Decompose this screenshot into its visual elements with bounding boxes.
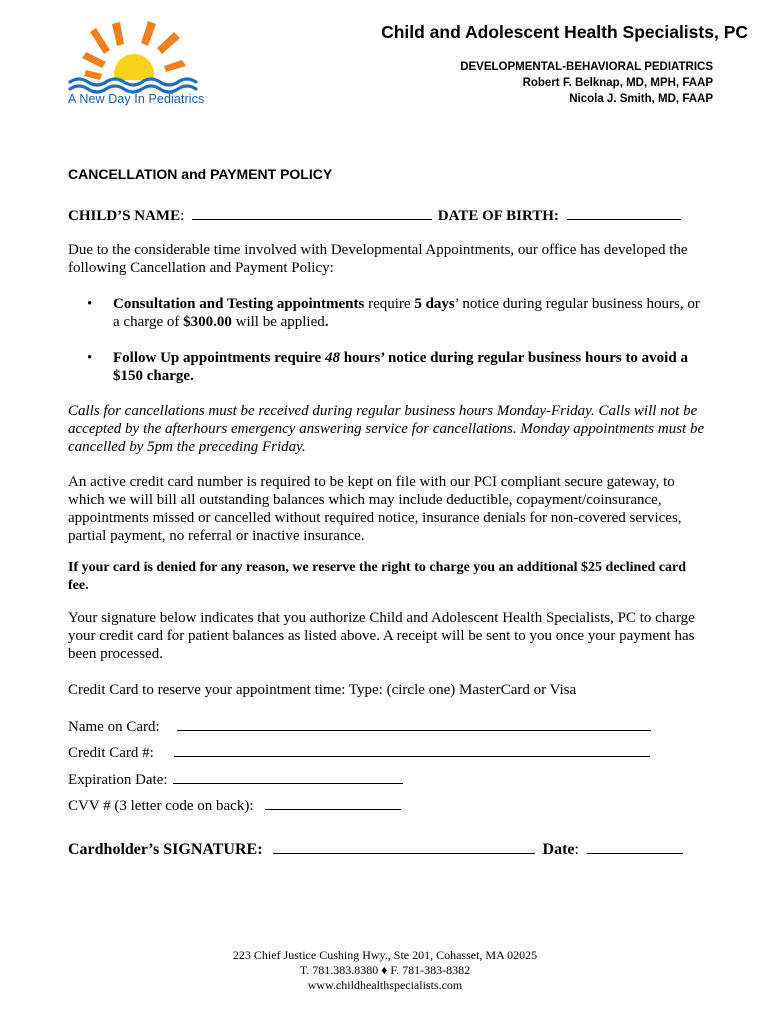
declined-note-text: If your card is denied for any reason, we reserve the right to charge you an additional $25 declined card fee. [68, 560, 687, 593]
bullet-consultation [87, 295, 707, 331]
child-name-colon: : [180, 208, 185, 224]
b1-t3: will be applied [231, 314, 325, 330]
b2-t2: hours’ notice during regular business hours to avoid a $150 charge. [113, 350, 688, 384]
dob-field[interactable] [567, 205, 681, 220]
signature-date-field[interactable] [587, 839, 683, 854]
name-on-card-field[interactable] [177, 716, 651, 731]
b1-t2: ’ notice during regular business hours, or a charge of [113, 296, 700, 330]
credit-card-policy-text: An active credit card number is required to be kept on file with our PCI compliant secure gateway, to which we will bill all outstanding balances which may include deductible, copayment/coinsurance, appointments missed or cancelled without required notice, insurance denials for non-covered services, partial payment, no referral or inactive insurance. [68, 474, 682, 544]
b1-amount: $300.00 [183, 314, 232, 330]
signature-date-colon: : [574, 841, 579, 858]
dob-label: DATE OF BIRTH: [437, 208, 559, 224]
b2-t1: Follow Up appointments require [113, 350, 325, 366]
child-name-label: CHILD’S NAME [68, 208, 181, 224]
declined-note [68, 559, 708, 595]
calls-note-text: Calls for cancellations must be received during regular business hours Monday-Friday. Calls will not be accepted by the afterhours emergency answering service for cancellations. Monday appointments must be cancelled by 5pm the preceding Friday. [68, 403, 705, 455]
signature-label: Cardholder’s SIGNATURE: [68, 841, 263, 858]
policy-title: CANCELLATION and PAYMENT POLICY [68, 166, 333, 182]
card-type-line: Credit Card to reserve your appointment time: Type: (circle one) MasterCard or Visa [68, 682, 577, 698]
intro-paragraph [68, 241, 708, 277]
card-number-label: Credit Card #: [68, 745, 154, 761]
footer [0, 948, 770, 993]
cvv-field[interactable] [265, 795, 401, 810]
b1-period: . [324, 314, 329, 330]
card-number-row [68, 742, 650, 762]
b1-t1: require [364, 296, 415, 312]
intro-text: Due to the considerable time involved with Developmental Appointments, our office has developed the following Cancellation and Payment Policy: [68, 242, 688, 276]
cvv-label: CVV # (3 letter code on back): [68, 798, 254, 814]
signature-row [68, 839, 683, 859]
department: DEVELOPMENTAL-BEHAVIORAL PEDIATRICS [460, 61, 713, 73]
bullet-consultation-text [113, 295, 707, 331]
expiration-row [68, 769, 403, 789]
logo-tagline: A New Day In Pediatrics [68, 92, 205, 106]
name-on-card-row [68, 716, 651, 736]
footer-website[interactable]: www.childhealthspecialists.com [307, 978, 463, 992]
cvv-row [68, 795, 401, 815]
bullet-dot-icon: • [87, 296, 93, 312]
doctor-1: Robert F. Belknap, MD, MPH, FAAP [522, 77, 713, 89]
b1-days: 5 days [414, 296, 455, 312]
authorization [68, 609, 708, 663]
authorization-text: Your signature below indicates that you authorize Child and Adolescent Health Specialists, PC to charge your credit card for patient balances as listed above. A receipt will be sent to you once your payment has been processed. [68, 610, 695, 662]
doctor-2: Nicola J. Smith, MD, FAAP [569, 93, 713, 105]
b1-bold: Consultation and Testing appointments [113, 296, 365, 312]
bullet-followup-text [113, 349, 707, 385]
credit-card-policy [68, 473, 708, 545]
footer-address: 223 Chief Justice Cushing Hwy., Ste 201, Cohasset, MA 02025 [232, 948, 538, 962]
org-name: Child and Adolescent Health Specialists, PC [381, 22, 748, 42]
name-on-card-label: Name on Card: [68, 719, 160, 735]
bullet-followup [87, 349, 707, 385]
expiration-field[interactable] [173, 769, 403, 784]
calls-note [68, 402, 708, 456]
b2-hours: 48 [324, 350, 340, 366]
expiration-label: Expiration Date: [68, 772, 168, 788]
card-number-field[interactable] [174, 742, 650, 757]
footer-phone-fax: T. 781.383.8380 ♦ F. 781-383-8382 [299, 963, 471, 977]
child-name-field[interactable] [192, 205, 432, 220]
signature-field[interactable] [273, 839, 535, 854]
child-info-row [68, 205, 681, 225]
signature-date-label: Date [542, 841, 575, 858]
bullet-dot-icon: • [87, 350, 93, 366]
